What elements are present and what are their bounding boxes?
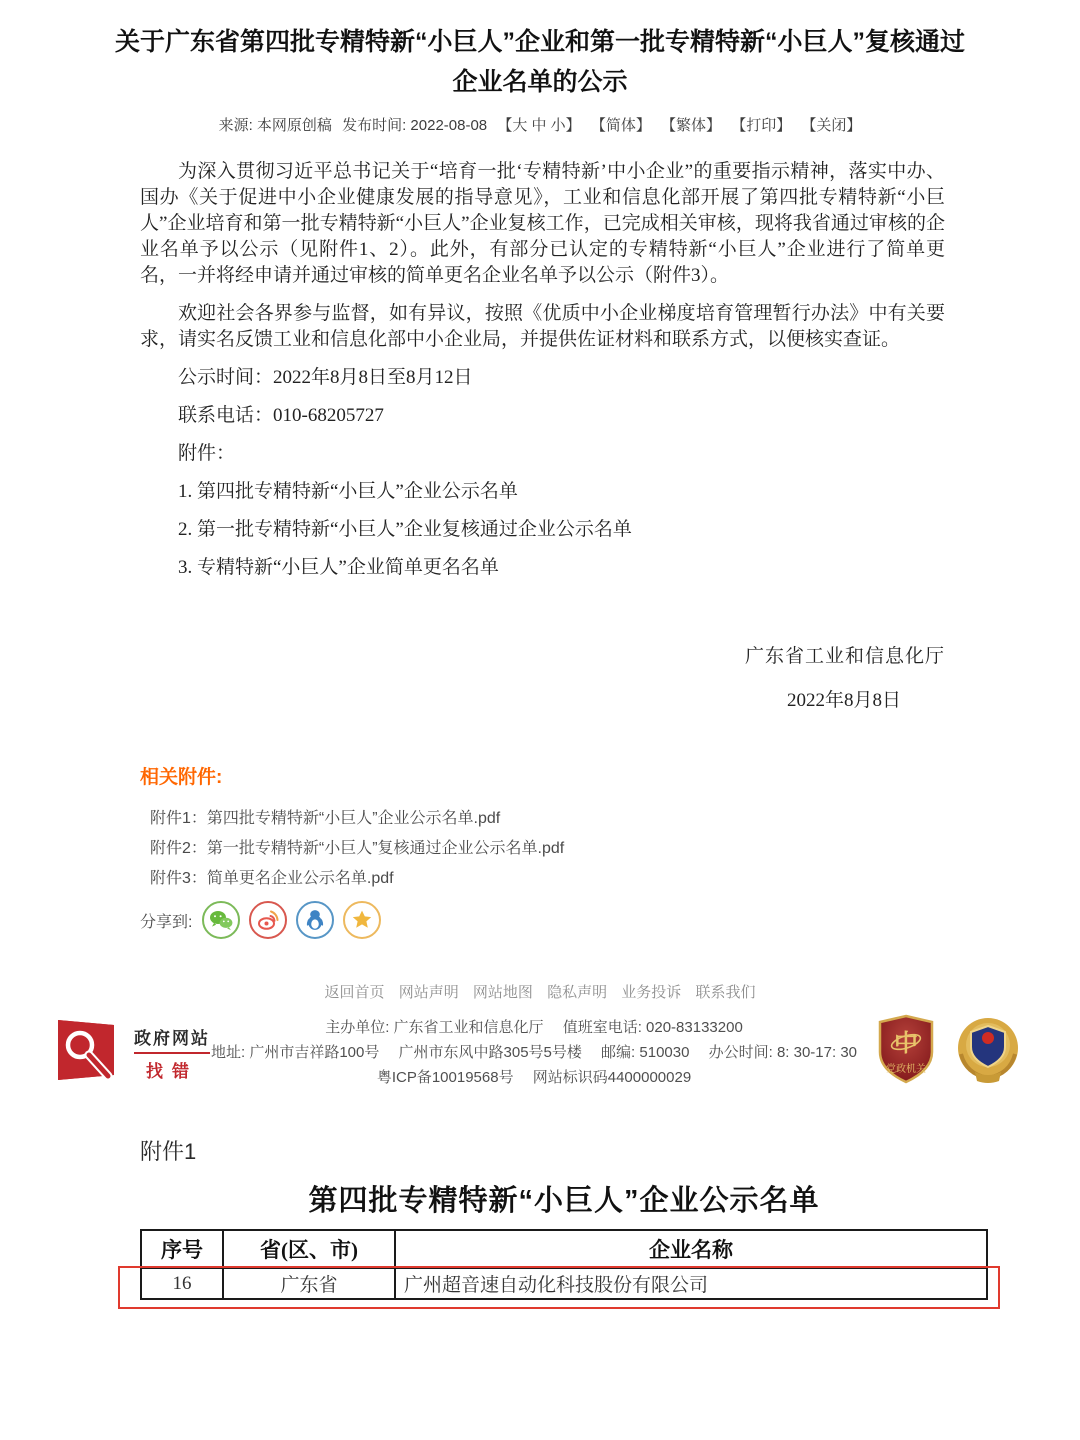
qzone-share-icon[interactable] <box>343 901 381 939</box>
font-size-control[interactable]: 【大 中 小】 <box>497 117 581 134</box>
page-title: 关于广东省第四批专精特新“小巨人”企业和第一批专精特新“小巨人”复核通过企业名单的公示 <box>114 28 965 96</box>
signature-date: 2022年8月8日 <box>786 690 901 711</box>
attachment-item: 2. 第一批专精特新“小巨人”企业复核通过企业公示名单 <box>178 519 632 540</box>
header-seq: 序号 <box>141 1230 223 1268</box>
attachment-link-3[interactable]: 附件3：简单更名企业公示名单.pdf <box>150 870 394 887</box>
traditional-button[interactable]: 【繁体】 <box>661 117 722 134</box>
svg-text:中: 中 <box>894 1031 918 1057</box>
publish-time: 发布时间: 2022-08-08 <box>342 117 488 134</box>
publicity-time: 公示时间：2022年8月8日至8月12日 <box>178 367 473 388</box>
signature-org: 广东省工业和信息化厅 <box>744 646 945 667</box>
article-body <box>140 159 945 581</box>
nav-sitemap[interactable]: 网站地图 <box>472 984 533 1001</box>
gov-logo-line1: 政府网站 <box>134 1028 210 1048</box>
source-label: 来源: 本网原创稿 <box>218 117 332 134</box>
nav-complaint[interactable]: 业务投诉 <box>621 984 682 1001</box>
article-meta <box>0 114 1080 135</box>
attachment1-table-title: 第四批专精特新“小巨人”企业公示名单 <box>308 1185 820 1217</box>
party-gov-organ-badge[interactable] <box>876 1014 936 1091</box>
footer-info <box>210 1015 858 1090</box>
table-header-row <box>141 1230 987 1268</box>
nav-privacy[interactable]: 隐私声明 <box>547 984 608 1001</box>
paragraph: 欢迎社会各界参与监督，如有异议，按照《优质中小企业梯度培育管理暂行办法》中有关要求，请实名反馈工业和信息化部中小企业局，并提供佐证材料和联系方式，以便核实查证。 <box>140 303 945 350</box>
footer-nav <box>0 981 1080 1002</box>
attachment-link-1[interactable]: 附件1：第四批专精特新“小巨人”企业公示名单.pdf <box>150 810 501 827</box>
header-province: 省(区、市) <box>223 1230 395 1268</box>
gov-logo-divider <box>134 1052 210 1054</box>
related-attachments-heading: 相关附件: <box>140 767 223 788</box>
share-label: 分享到: <box>140 913 193 931</box>
attachment-link-2[interactable]: 附件2：第一批专精特新“小巨人”复核通过企业公示名单.pdf <box>150 840 565 857</box>
signature-block <box>0 641 945 712</box>
nav-home[interactable]: 返回首页 <box>324 984 385 1001</box>
svg-text:党政机关: 党政机关 <box>886 1064 926 1075</box>
attachments-label: 附件： <box>178 443 236 464</box>
police-emblem-badge[interactable] <box>954 1014 1022 1091</box>
wechat-share-icon[interactable] <box>202 901 240 939</box>
nav-site-statement[interactable]: 网站声明 <box>398 984 459 1001</box>
qq-share-icon[interactable] <box>296 901 334 939</box>
roster-table-wrap <box>140 1229 988 1300</box>
cell-seq: 16 <box>141 1268 223 1299</box>
nav-contact[interactable]: 联系我们 <box>695 984 756 1001</box>
footer-info-line2: 地址: 广州市吉祥路100号 广州市东风中路305号5号楼 邮编: 510030 办公时间: 8: 30-17: 30 <box>210 1044 858 1061</box>
header-company: 企业名称 <box>395 1230 987 1268</box>
attachment1-label: 附件1 <box>140 1139 197 1164</box>
share-row <box>140 901 1080 939</box>
cell-province: 广东省 <box>223 1268 395 1299</box>
footer-info-line1: 主办单位: 广东省工业和信息化厅 值班室电话: 020-83133200 <box>325 1019 743 1036</box>
close-button[interactable]: 【关闭】 <box>801 117 862 134</box>
attachment1-section <box>140 1135 988 1300</box>
simplified-button[interactable]: 【简体】 <box>590 117 651 134</box>
weibo-share-icon[interactable] <box>249 901 287 939</box>
print-button[interactable]: 【打印】 <box>731 117 792 134</box>
footer-main <box>0 1014 1080 1091</box>
attachment-item: 1. 第四批专精特新“小巨人”企业公示名单 <box>178 481 518 502</box>
gov-site-error-report-widget[interactable] <box>56 1018 210 1087</box>
footer-info-line3: 粤ICP备10019568号 网站标识码4400000029 <box>376 1069 692 1086</box>
related-attachments-section <box>140 762 1080 939</box>
gov-logo-line2: 找错 <box>146 1061 198 1081</box>
paragraph: 为深入贯彻习近平总书记关于“培育一批‘专精特新’中小企业”的重要指示精神，落实中办、国办《关于促进中小企业健康发展的指导意见》，工业和信息化部开展了第四批专精特新“小巨人”企业培育和第一批专精特新“小巨人”企业复核工作，已完成相关审核，现将我省通过审核的企业名单予以公示（见附件1、2）。此外，有部分已认定的专精特新“小巨人”企业进行了简单更名，一并将经申请并通过审核的简单更名企业名单予以公示（附件3）。 <box>140 161 945 286</box>
magnifier-flag-icon <box>56 1018 128 1087</box>
contact-phone: 联系电话：010-68205727 <box>178 405 384 426</box>
roster-table <box>140 1229 988 1300</box>
table-row <box>141 1268 987 1299</box>
footer-badges <box>858 1014 1022 1091</box>
attachment-item: 3. 专精特新“小巨人”企业简单更名名单 <box>178 557 499 578</box>
cell-company: 广州超音速自动化科技股份有限公司 <box>395 1268 987 1299</box>
